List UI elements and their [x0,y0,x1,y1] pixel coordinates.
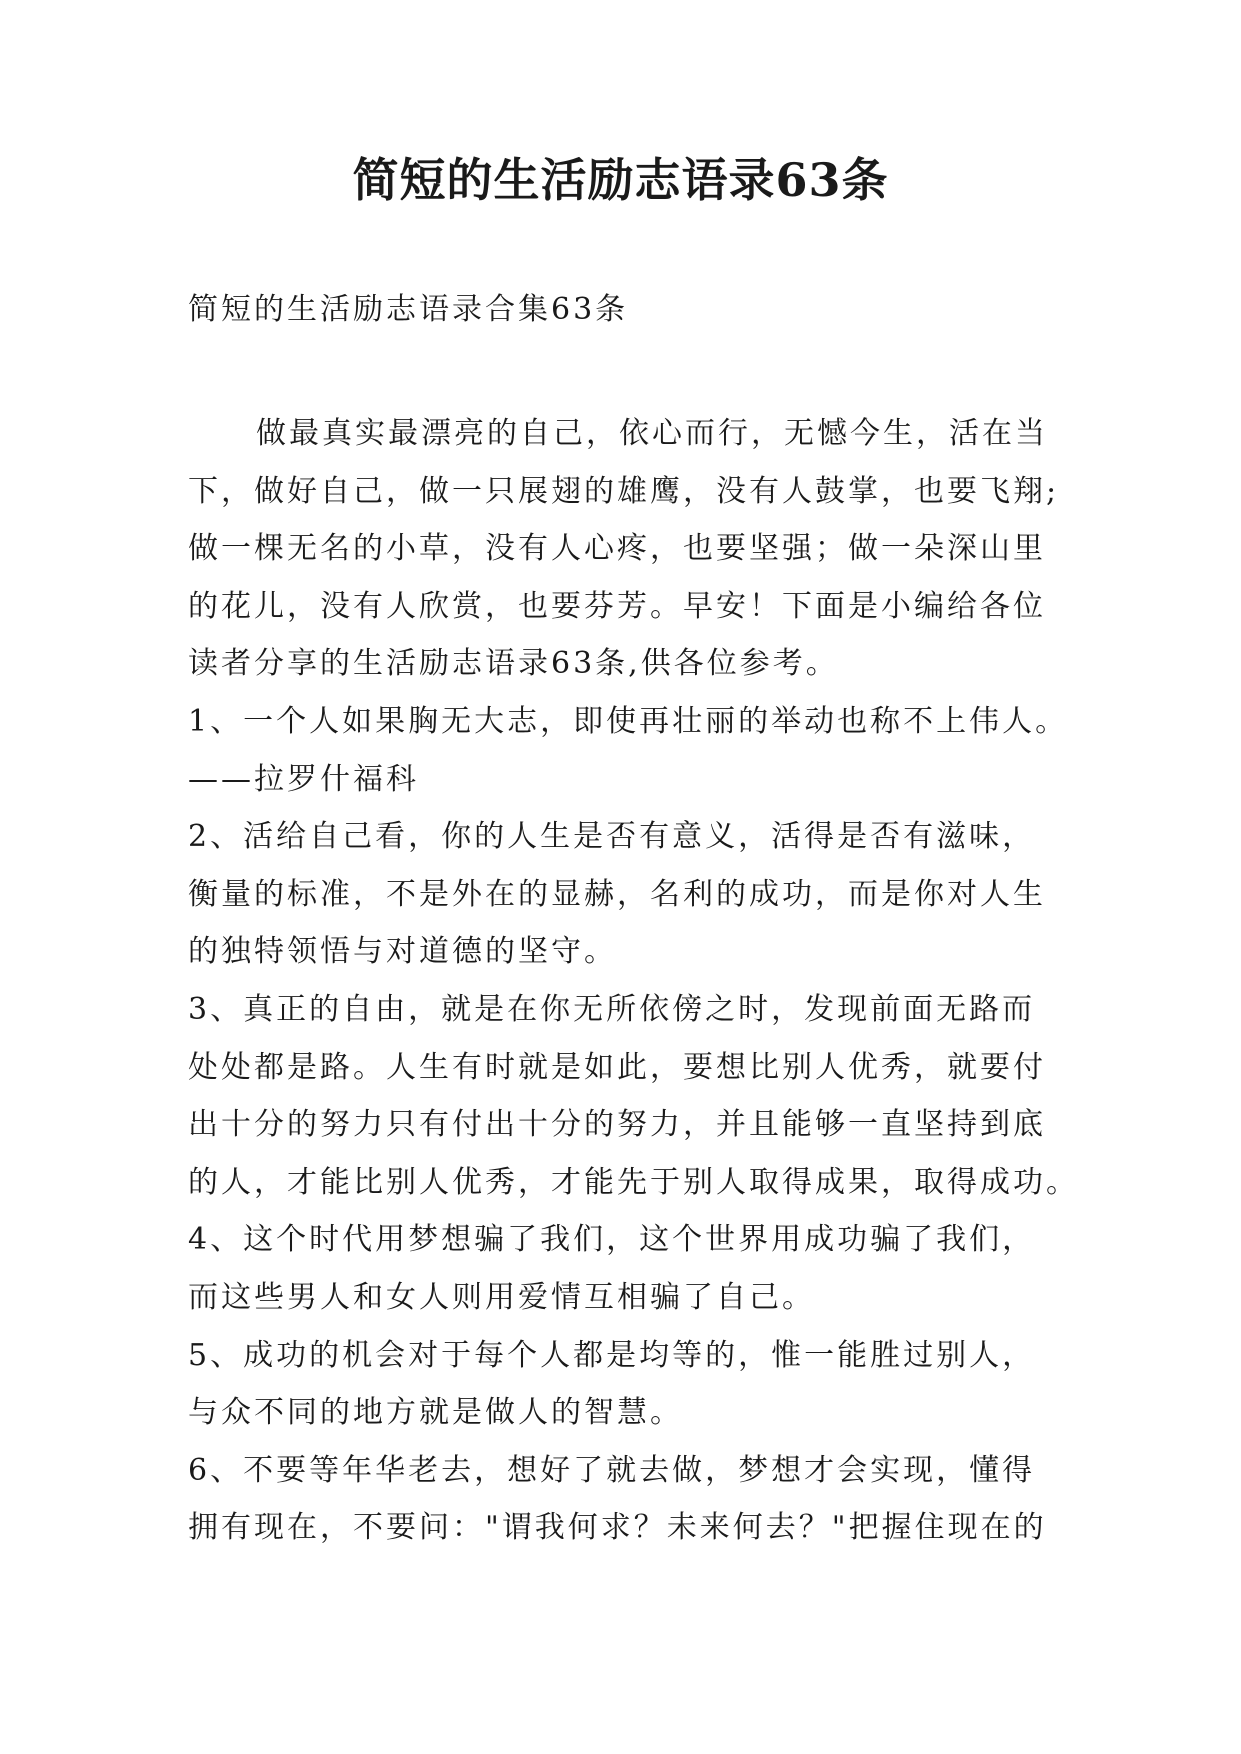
quote-line: 的独特领悟与对道德的坚守。 [188,934,617,970]
quote-line: 1、一个人如果胸无大志，即使再壮丽的举动也称不上伟人。 [188,703,1069,739]
quote-line: 拥有现在，不要问："谓我何求？未来何去？"把握住现在的 [188,1510,1047,1546]
body-line: 的花儿，没有人欣赏，也要芬芳。早安！下面是小编给各位 [188,588,1046,624]
document-title: 简短的生活励志语录63条 [352,153,889,207]
body-line: 做一棵无名的小草，没有人心疼，也要坚强；做一朵深山里 [188,531,1046,567]
body-line: 下，做好自己，做一只展翅的雄鹰，没有人鼓掌，也要飞翔; [188,473,1060,509]
quote-line: 与众不同的地方就是做人的智慧。 [188,1395,683,1431]
body-line: 做最真实最漂亮的自己，依心而行，无憾今生，活在当 [256,416,1048,451]
quote-line: 4、这个时代用梦想骗了我们，这个世界用成功骗了我们， [188,1222,1036,1258]
document-body [188,405,1079,1557]
quote-line: 而这些男人和女人则用爱情互相骗了自己。 [188,1279,815,1315]
quote-line: 5、成功的机会对于每个人都是均等的，惟一能胜过别人， [188,1337,1036,1373]
quote-line: 衡量的标准，不是外在的显赫，名利的成功，而是你对人生 [188,876,1046,912]
quote-line: ——拉罗什福科 [188,761,419,797]
document-subtitle: 简短的生活励志语录合集63条 [188,292,629,327]
quote-line: 出十分的努力只有付出十分的努力，并且能够一直坚持到底 [188,1107,1046,1143]
quote-line: 6、不要等年华老去，想好了就去做，梦想才会实现，懂得 [188,1452,1036,1488]
quote-line: 的人，才能比别人优秀，才能先于别人取得成果，取得成功。 [188,1164,1079,1200]
quote-line: 3、真正的自由，就是在你无所依傍之时，发现前面无路而 [188,991,1036,1027]
quote-line: 2、活给自己看，你的人生是否有意义，活得是否有滋味， [188,819,1036,855]
body-line: 读者分享的生活励志语录63条,供各位参考。 [188,646,839,682]
quote-line: 处处都是路。人生有时就是如此，要想比别人优秀，就要付 [188,1049,1046,1085]
